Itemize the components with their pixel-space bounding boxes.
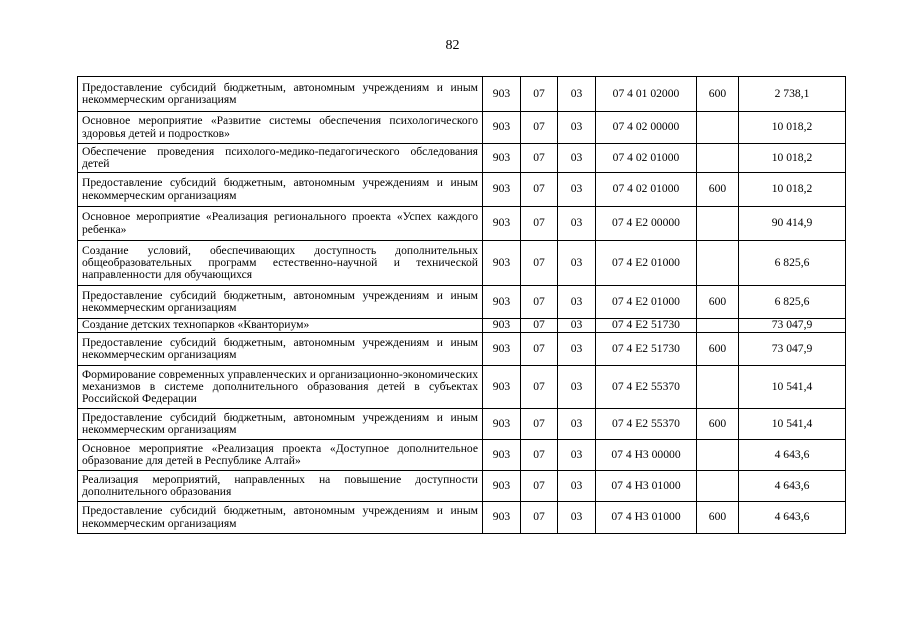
row-vr-code: 600 (697, 502, 739, 534)
row-name: Создание условий, обеспечивающих доступность дополнительных общеобразовательных программ естественно-научной и технической направленности для обучающихся (78, 241, 483, 286)
row-gr-code: 903 (483, 112, 521, 144)
row-sum: 10 541,4 (739, 366, 846, 409)
row-csr-code: 07 4 Н3 00000 (596, 440, 697, 471)
row-csr-code: 07 4 E2 00000 (596, 207, 697, 241)
row-vr-code (697, 144, 739, 173)
row-vr-code: 600 (697, 409, 739, 440)
table-row (78, 112, 846, 144)
row-name: Предоставление субсидий бюджетным, автономным учреждениям и иным некоммерческим организациям (78, 502, 483, 534)
row-csr-code: 07 4 02 00000 (596, 112, 697, 144)
row-gr-code: 903 (483, 440, 521, 471)
row-name: Предоставление субсидий бюджетным, автономным учреждениям и иным некоммерческим организациям (78, 286, 483, 319)
row-vr-code: 600 (697, 173, 739, 207)
row-pr-code: 03 (558, 286, 596, 319)
row-csr-code: 07 4 Н3 01000 (596, 502, 697, 534)
row-vr-code: 600 (697, 77, 739, 112)
page-number: 82 (445, 38, 460, 53)
row-csr-code: 07 4 02 01000 (596, 173, 697, 207)
table-row (78, 409, 846, 440)
row-csr-code: 07 4 E2 01000 (596, 286, 697, 319)
row-pr-code: 03 (558, 241, 596, 286)
row-sum: 4 643,6 (739, 502, 846, 534)
row-rz-code: 07 (521, 319, 558, 333)
row-rz-code: 07 (521, 77, 558, 112)
row-gr-code: 903 (483, 409, 521, 440)
row-pr-code: 03 (558, 502, 596, 534)
row-name: Предоставление субсидий бюджетным, автономным учреждениям и иным некоммерческим организациям (78, 333, 483, 366)
row-csr-code: 07 4 Н3 01000 (596, 471, 697, 502)
row-rz-code: 07 (521, 173, 558, 207)
row-sum: 10 018,2 (739, 144, 846, 173)
row-vr-code: 600 (697, 333, 739, 366)
row-csr-code: 07 4 02 01000 (596, 144, 697, 173)
row-pr-code: 03 (558, 77, 596, 112)
row-rz-code: 07 (521, 409, 558, 440)
row-csr-code: 07 4 E2 55370 (596, 366, 697, 409)
table-row (78, 319, 846, 333)
row-vr-code (697, 112, 739, 144)
row-pr-code: 03 (558, 440, 596, 471)
row-gr-code: 903 (483, 241, 521, 286)
table-row (78, 502, 846, 534)
row-sum: 6 825,6 (739, 286, 846, 319)
row-csr-code: 07 4 E2 55370 (596, 409, 697, 440)
row-rz-code: 07 (521, 333, 558, 366)
row-pr-code: 03 (558, 319, 596, 333)
row-vr-code: 600 (697, 286, 739, 319)
row-vr-code (697, 319, 739, 333)
row-gr-code: 903 (483, 319, 521, 333)
row-sum: 73 047,9 (739, 333, 846, 366)
row-name: Основное мероприятие «Реализация проекта «Доступное дополнительное образование для детей в Республике Алтай» (78, 440, 483, 471)
row-sum: 10 018,2 (739, 173, 846, 207)
row-csr-code: 07 4 E2 51730 (596, 333, 697, 366)
row-sum: 4 643,6 (739, 440, 846, 471)
row-gr-code: 903 (483, 502, 521, 534)
row-name: Формирование современных управленческих и организационно-экономических механизмов в системе дополнительного образования детей в субъектах Российской Федерации (78, 366, 483, 409)
row-gr-code: 903 (483, 333, 521, 366)
row-gr-code: 903 (483, 207, 521, 241)
row-vr-code (697, 241, 739, 286)
row-name: Основное мероприятие «Развитие системы обеспечения психологического здоровья детей и подростков» (78, 112, 483, 144)
row-gr-code: 903 (483, 366, 521, 409)
row-name: Предоставление субсидий бюджетным, автономным учреждениям и иным некоммерческим организациям (78, 173, 483, 207)
row-rz-code: 07 (521, 207, 558, 241)
row-gr-code: 903 (483, 286, 521, 319)
row-rz-code: 07 (521, 144, 558, 173)
row-pr-code: 03 (558, 333, 596, 366)
table-row (78, 440, 846, 471)
row-rz-code: 07 (521, 112, 558, 144)
row-name: Обеспечение проведения психолого-медико-педагогического обследования детей (78, 144, 483, 173)
table-row (78, 144, 846, 173)
row-rz-code: 07 (521, 471, 558, 502)
table-row (78, 207, 846, 241)
row-name: Предоставление субсидий бюджетным, автономным учреждениям и иным некоммерческим организациям (78, 409, 483, 440)
table-row (78, 286, 846, 319)
row-sum: 10 541,4 (739, 409, 846, 440)
row-vr-code (697, 207, 739, 241)
row-rz-code: 07 (521, 366, 558, 409)
row-name: Реализация мероприятий, направленных на повышение доступности дополнительного образования (78, 471, 483, 502)
row-gr-code: 903 (483, 173, 521, 207)
row-name: Создание детских технопарков «Кванториум» (78, 319, 483, 333)
row-csr-code: 07 4 01 02000 (596, 77, 697, 112)
row-csr-code: 07 4 E2 01000 (596, 241, 697, 286)
row-rz-code: 07 (521, 241, 558, 286)
row-pr-code: 03 (558, 366, 596, 409)
row-pr-code: 03 (558, 173, 596, 207)
row-pr-code: 03 (558, 144, 596, 173)
row-sum: 90 414,9 (739, 207, 846, 241)
row-pr-code: 03 (558, 471, 596, 502)
row-vr-code (697, 471, 739, 502)
table-row (78, 173, 846, 207)
budget-table (77, 76, 846, 534)
table-row (78, 333, 846, 366)
row-vr-code (697, 366, 739, 409)
row-pr-code: 03 (558, 112, 596, 144)
row-sum: 4 643,6 (739, 471, 846, 502)
row-sum: 10 018,2 (739, 112, 846, 144)
row-rz-code: 07 (521, 502, 558, 534)
row-csr-code: 07 4 E2 51730 (596, 319, 697, 333)
row-pr-code: 03 (558, 207, 596, 241)
table-row (78, 366, 846, 409)
row-gr-code: 903 (483, 471, 521, 502)
table-row (78, 241, 846, 286)
row-sum: 73 047,9 (739, 319, 846, 333)
row-gr-code: 903 (483, 77, 521, 112)
row-pr-code: 03 (558, 409, 596, 440)
row-vr-code (697, 440, 739, 471)
row-sum: 6 825,6 (739, 241, 846, 286)
row-sum: 2 738,1 (739, 77, 846, 112)
row-name: Предоставление субсидий бюджетным, автономным учреждениям и иным некоммерческим организациям (78, 77, 483, 112)
row-gr-code: 903 (483, 144, 521, 173)
table-body (78, 77, 846, 534)
row-name: Основное мероприятие «Реализация регионального проекта «Успех каждого ребенка» (78, 207, 483, 241)
table-row (78, 77, 846, 112)
row-rz-code: 07 (521, 440, 558, 471)
table-row (78, 471, 846, 502)
row-rz-code: 07 (521, 286, 558, 319)
